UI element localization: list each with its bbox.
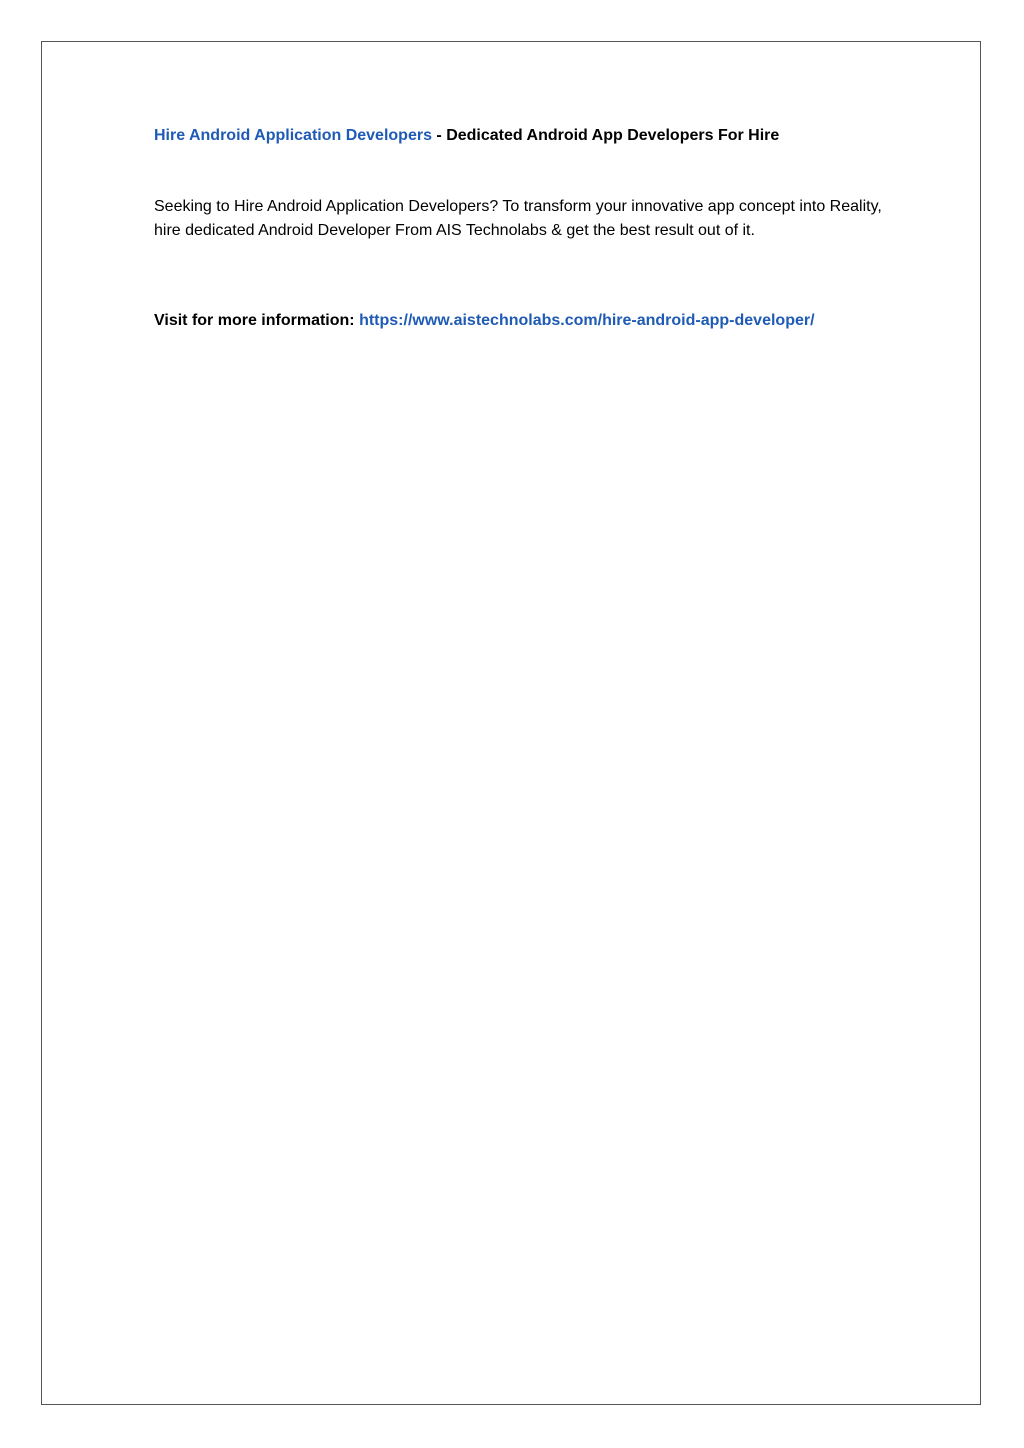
body-paragraph: Seeking to Hire Android Application Developers? To transform your innovative app concept into Reality, hire dedicated Android Developer From AIS Technolabs & get the best result out of it. [154, 198, 882, 239]
heading-subtitle: - Dedicated Android App Developers For Hire [431, 127, 780, 144]
page-border [41, 41, 981, 1405]
visit-line [154, 310, 815, 332]
visit-label: Visit for more information: [154, 312, 360, 329]
visit-url-link[interactable]: https://www.aistechnolabs.com/hire-android-app-developer/ [359, 312, 815, 329]
heading-link[interactable]: Hire Android Application Developers [154, 127, 432, 144]
page-heading [154, 125, 779, 147]
